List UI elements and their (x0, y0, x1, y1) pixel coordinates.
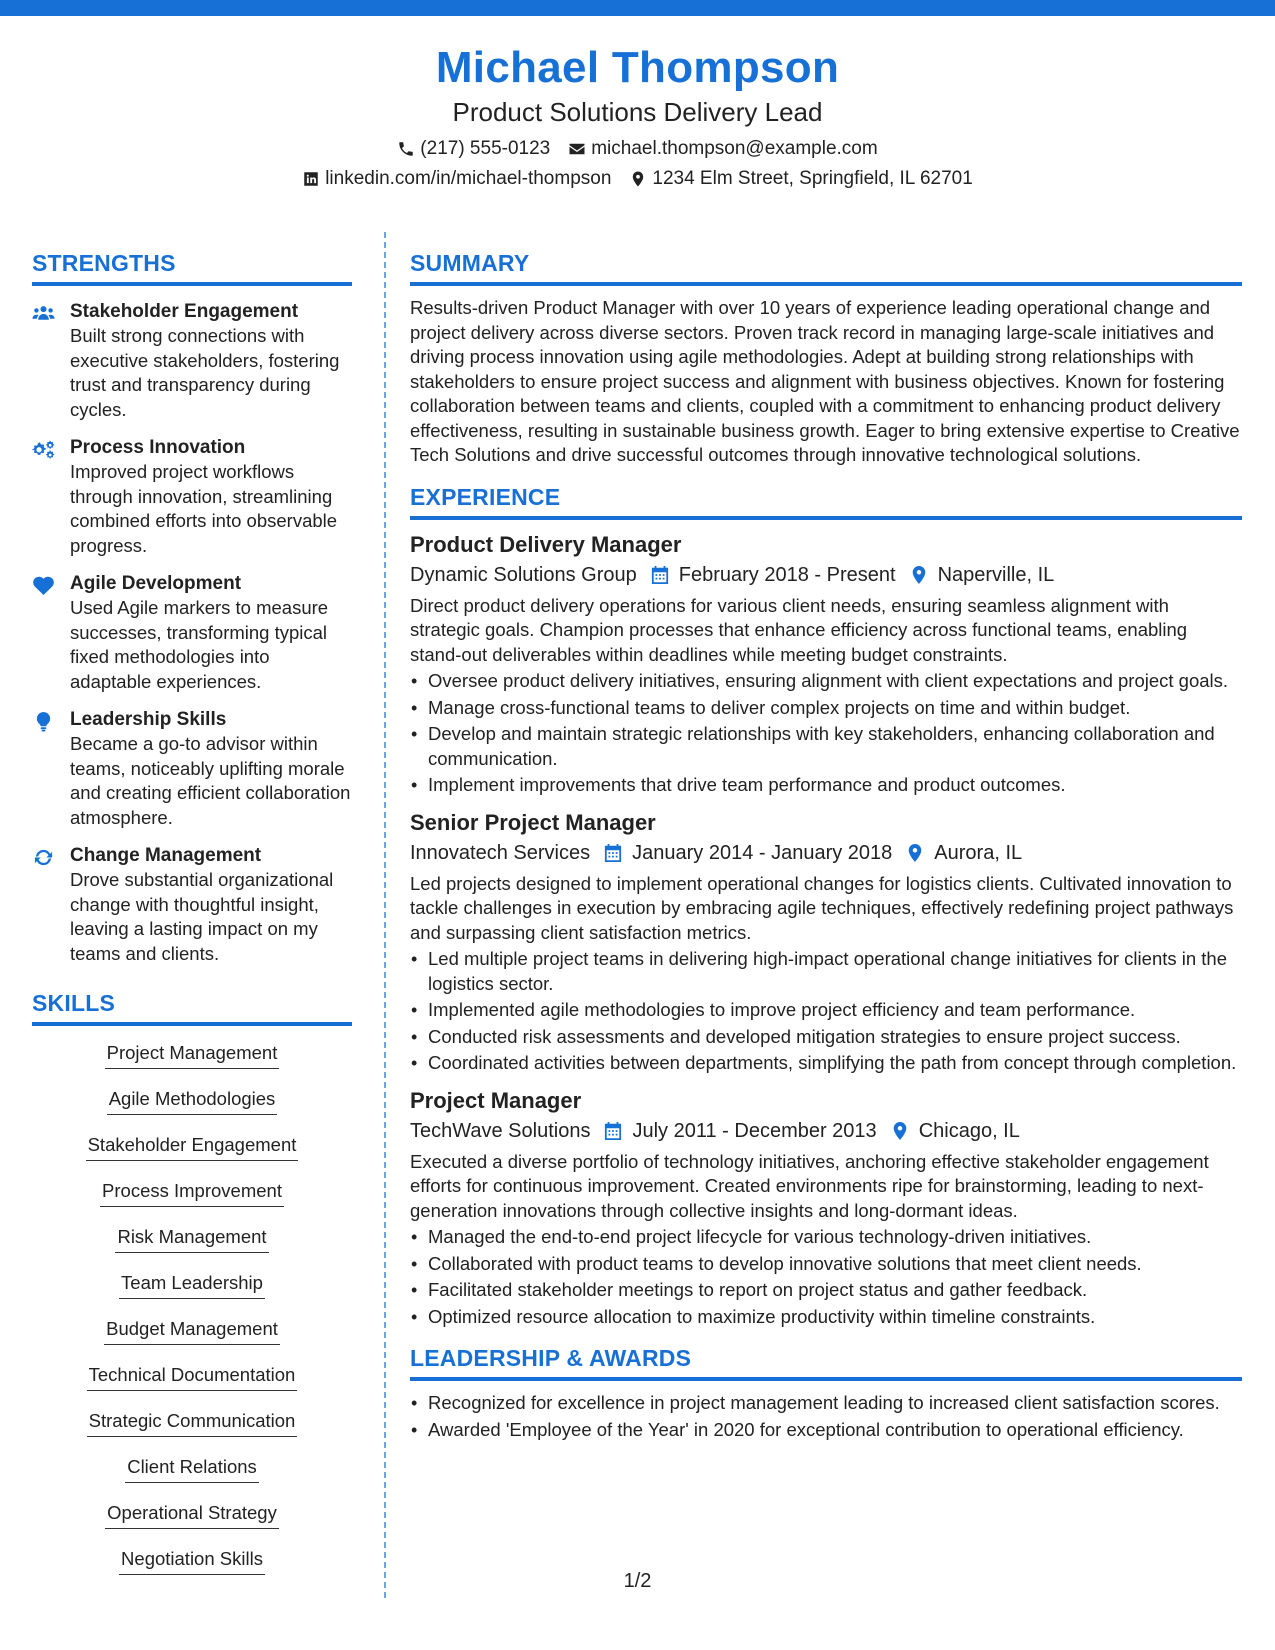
linkedin-contact[interactable] (302, 164, 611, 194)
skills-heading: SKILLS (32, 988, 352, 1026)
map-pin-icon (629, 170, 647, 188)
phone-contact (397, 134, 550, 164)
job-bullets (410, 669, 1242, 798)
list-item: • Manage cross-functional teams to deliver complex projects on time and within budget. (410, 696, 1242, 721)
job-title: Senior Project Manager (410, 809, 656, 835)
list-item: • Develop and maintain strategic relationships with key stakeholders, enhancing collaboration and communication. (410, 722, 1242, 771)
list-item: • Led multiple project teams in delivering high-impact operational change initiatives for clients in the logistics sector. (410, 947, 1242, 996)
summary-heading: SUMMARY (410, 248, 1242, 286)
awards-list (410, 1391, 1242, 1442)
skill-item: Negotiation Skills (119, 1546, 265, 1575)
strength-item (32, 572, 352, 694)
list-item: • Managed the end-to-end project lifecycle for various technology-driven initiatives. (410, 1225, 1242, 1250)
candidate-title: Product Solutions Delivery Lead (452, 97, 823, 127)
job-dates: February 2018 - Present (678, 563, 896, 586)
skill-item: Process Improvement (100, 1178, 284, 1207)
job-bullets (410, 1225, 1242, 1329)
sync-icon (32, 847, 55, 868)
strength-item (32, 300, 352, 422)
phone-icon (397, 140, 415, 158)
contact-row-1 (0, 134, 1275, 164)
skill-item: Client Relations (125, 1454, 259, 1483)
job-company: Dynamic Solutions Group (410, 563, 637, 586)
list-item: • Implement improvements that drive team performance and product outcomes. (410, 773, 1242, 798)
calendar-icon (604, 1121, 622, 1141)
job-title: Product Delivery Manager (410, 531, 682, 557)
list-item: • Optimized resource allocation to maximize productivity within timeline constraints. (410, 1305, 1242, 1330)
resume-header (0, 42, 1275, 194)
skills-list (32, 1040, 352, 1592)
job-company: TechWave Solutions (410, 1119, 591, 1142)
job-meta (410, 838, 1242, 868)
list-item: • Conducted risk assessments and developed mitigation strategies to ensure project success. (410, 1025, 1242, 1050)
job-company: Innovatech Services (410, 841, 591, 864)
experience-heading: EXPERIENCE (410, 482, 1242, 520)
strength-desc: Used Agile markers to measure successes, transforming typical fixed methodologies into adaptable experiences. (70, 597, 329, 692)
map-pin-icon (891, 1121, 909, 1141)
right-column (410, 248, 1242, 1444)
skill-item: Operational Strategy (105, 1500, 279, 1529)
address-text: 1234 Elm Street, Springfield, IL 62701 (652, 168, 973, 189)
strength-title: Agile Development (70, 573, 242, 594)
job-title: Project Manager (410, 1087, 582, 1113)
strength-item (32, 844, 352, 966)
skill-item: Risk Management (115, 1224, 268, 1253)
linkedin-icon (302, 170, 320, 188)
list-item: • Collaborated with product teams to develop innovative solutions that meet client needs. (410, 1252, 1242, 1277)
job-meta (410, 1116, 1242, 1146)
list-item: • Recognized for excellence in project management leading to increased client satisfaction scores. (410, 1391, 1242, 1416)
strength-desc: Built strong connections with executive stakeholders, fostering trust and transparency during cycles. (70, 325, 340, 420)
job-location: Naperville, IL (937, 563, 1055, 586)
page-number: 1/2 (623, 1570, 652, 1592)
strength-item (32, 708, 352, 830)
left-column (32, 248, 352, 1592)
skill-item: Strategic Communication (87, 1408, 298, 1437)
job-entry (410, 1086, 1242, 1330)
strength-title: Process Innovation (70, 437, 246, 458)
job-description: Direct product delivery operations for various client needs, ensuring seamless alignment with strategic goals. Champion processes that enhance efficiency across functional teams, enabling stand-out deliverables within deadlines while meeting budget constraints. (410, 594, 1188, 665)
job-dates: January 2014 - January 2018 (632, 841, 893, 864)
skill-item: Technical Documentation (87, 1362, 298, 1391)
map-pin-icon (906, 843, 924, 863)
job-description: Led projects designed to implement operational changes for logistics clients. Cultivated innovation to tackle challenges in execution by embracing agile techniques, effectively redefining project pathways and surpassing client satisfaction metrics. (410, 872, 1234, 943)
job-dates: July 2011 - December 2013 (632, 1119, 877, 1142)
summary-text: Results-driven Product Manager with over 10 years of experience leading operational change and project delivery across diverse sectors. Proven track record in managing large-scale initiatives and driving process innovation using agile methodologies. Adept at building strong relationships with stakeholders to ensure project success and alignment with business objectives. Known for fostering collaboration between teams and clients, coupled with a commitment to enhancing product delivery effectiveness, resulting in sustainable business growth. Eager to bring extensive expertise to Creative Tech Solutions and drive successful outcomes through innovative technological solutions. (410, 297, 1240, 465)
list-item: • Oversee product delivery initiatives, ensuring alignment with client expectations and project goals. (410, 669, 1242, 694)
strengths-heading: STRENGTHS (32, 248, 352, 286)
job-description: Executed a diverse portfolio of technology initiatives, anchoring effective stakeholder engagement efforts for continuous improvement. Created environments ripe for brainstorming, leading to next-generation innovations through collective insights and long-dormant ideas. (410, 1150, 1209, 1221)
heart-icon (32, 575, 55, 596)
awards-heading: LEADERSHIP & AWARDS (410, 1343, 1242, 1381)
list-item: • Coordinated activities between departments, simplifying the path from concept through completion. (410, 1051, 1242, 1076)
skill-item: Stakeholder Engagement (86, 1132, 299, 1161)
linkedin-text[interactable]: linkedin.com/in/michael-thompson (325, 168, 612, 189)
strength-desc: Improved project workflows through innovation, streamlining combined efforts into observable progress. (70, 461, 338, 556)
strength-title: Leadership Skills (70, 709, 227, 730)
skill-item: Team Leadership (119, 1270, 265, 1299)
email-text[interactable]: michael.thompson@example.com (591, 138, 878, 159)
top-accent-bar (0, 0, 1275, 16)
skill-item: Budget Management (104, 1316, 280, 1345)
candidate-name: Michael Thompson (435, 43, 840, 92)
column-divider (384, 232, 386, 1598)
skill-item: Project Management (105, 1040, 280, 1069)
strength-desc: Drove substantial organizational change with thoughtful insight, leaving a lasting impact on my teams and clients. (70, 869, 334, 964)
skill-item: Agile Methodologies (107, 1086, 278, 1115)
users-icon (32, 303, 55, 324)
job-meta (410, 560, 1242, 590)
map-pin-icon (910, 565, 928, 585)
strength-desc: Became a go-to advisor within teams, noticeably uplifting morale and creating efficient collaboration atmosphere. (70, 733, 351, 828)
gears-icon (32, 439, 55, 460)
job-entry (410, 808, 1242, 1076)
list-item: • Implemented agile methodologies to improve project efficiency and team performance. (410, 998, 1242, 1023)
list-item: • Awarded 'Employee of the Year' in 2020 for exceptional contribution to operational efficiency. (410, 1418, 1242, 1443)
lightbulb-icon (32, 711, 55, 732)
strength-item (32, 436, 352, 558)
strength-title: Change Management (70, 845, 262, 866)
job-location: Aurora, IL (934, 841, 1023, 864)
phone-text: (217) 555-0123 (420, 138, 551, 159)
calendar-icon (604, 843, 622, 863)
list-item: • Facilitated stakeholder meetings to report on project status and gather feedback. (410, 1278, 1242, 1303)
strength-title: Stakeholder Engagement (70, 301, 299, 322)
contact-row-2 (0, 164, 1275, 194)
job-bullets (410, 947, 1242, 1076)
calendar-icon (651, 565, 669, 585)
email-contact[interactable] (568, 134, 877, 164)
address-contact (629, 164, 972, 194)
envelope-icon (568, 140, 586, 158)
job-entry (410, 530, 1242, 798)
job-location: Chicago, IL (918, 1119, 1020, 1142)
